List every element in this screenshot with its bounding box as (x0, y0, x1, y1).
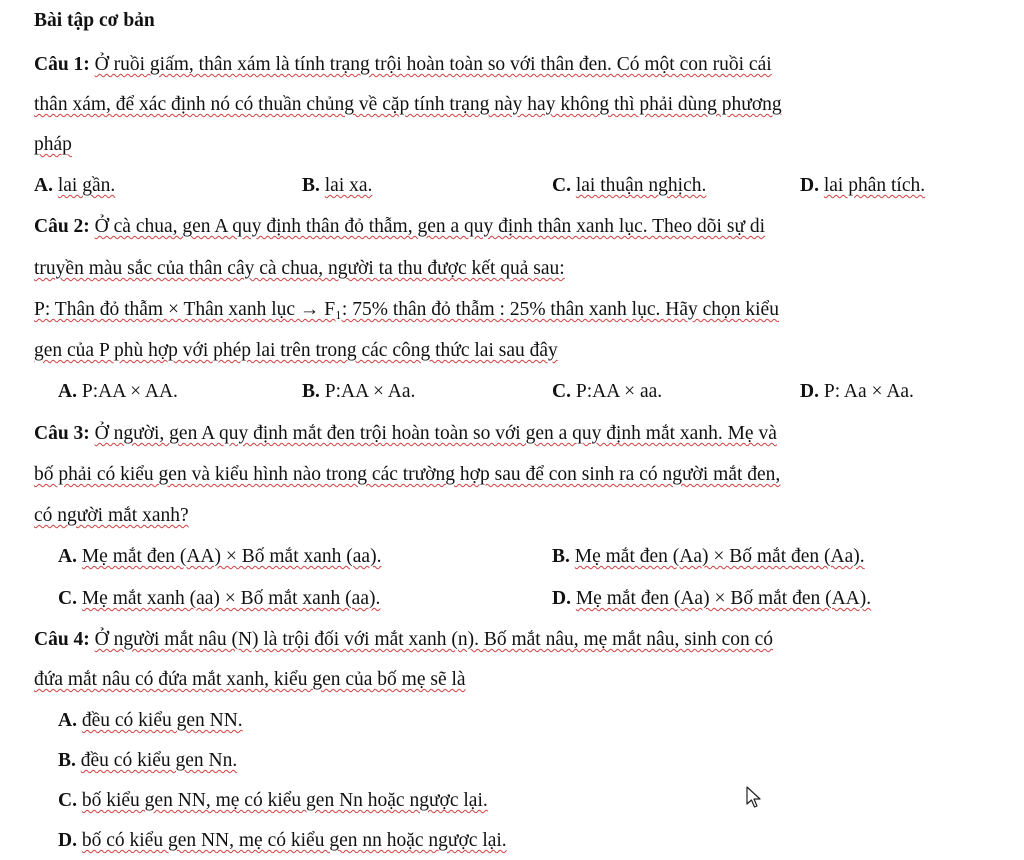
q4-option-b: B. đều có kiểu gen Nn. (58, 750, 238, 771)
question-3-line-2: bố phải có kiểu gen và kiểu hình nào trong các trường hợp sau để con sinh ra có người mắt đen, (34, 464, 781, 485)
q1-option-b: B. lai xa. (302, 175, 373, 196)
q2-option-d: D. P: Aa × Aa. (800, 381, 914, 402)
question-4-line-1 (34, 629, 773, 651)
question-1-line-3: pháp (34, 134, 72, 155)
q3-option-b: B. Mẹ mắt đen (Aa) × Bố mắt đen (Aa). (552, 546, 865, 567)
q3-option-c: C. Mẹ mắt xanh (aa) × Bố mắt xanh (aa). (58, 588, 381, 609)
q1-option-c: C. lai thuận nghịch. (552, 175, 707, 196)
question-1-line-2: thân xám, để xác định nó có thuần chủng về cặp tính trạng này hay không thì phải dùng phương (34, 94, 782, 115)
question-4-line-2: đứa mắt nâu có đứa mắt xanh, kiểu gen của bố mẹ sẽ là (34, 669, 466, 690)
question-1-text: Ở ruồi giấm, thân xám là tính trạng trội hoàn toàn so với thân đen. Có một con ruồi cái (94, 54, 772, 75)
question-3-text: Ở người, gen A quy định mắt đen trội hoàn toàn so với gen a quy định mắt xanh. Mẹ và (94, 423, 777, 444)
mouse-pointer-icon (746, 786, 764, 810)
q2-option-c: C. P:AA × aa. (552, 381, 663, 402)
q4-option-a: A. đều có kiểu gen NN. (58, 710, 243, 731)
question-3-line-3: có người mắt xanh? (34, 505, 189, 526)
q4-option-c: C. bố kiểu gen NN, mẹ có kiểu gen Nn hoặc ngược lại. (58, 790, 488, 811)
question-2-line-3: P: Thân đỏ thẫm × Thân xanh lục → F₁: 75% thân đỏ thẫm : 25% thân xanh lục. Hãy chọn kiểu (34, 299, 779, 320)
question-1-line-1 (34, 54, 772, 76)
question-2-line-4: gen của P phù hợp với phép lai trên trong các công thức lai sau đây (34, 340, 558, 361)
q2-option-b: B. P:AA × Aa. (302, 381, 416, 402)
question-2-line-2: truyền màu sắc của thân cây cà chua, người ta thu được kết quả sau: (34, 258, 565, 279)
question-4-label: Câu 4: (34, 629, 90, 650)
q3-option-d: D. Mẹ mắt đen (Aa) × Bố mắt đen (AA). (552, 588, 872, 609)
question-2-line-1 (34, 216, 765, 238)
q4-option-d: D. bố có kiểu gen NN, mẹ có kiểu gen nn hoặc ngược lại. (58, 830, 507, 851)
q3-option-a: A. Mẹ mắt đen (AA) × Bố mắt xanh (aa). (58, 546, 382, 567)
q2-option-a: A. P:AA × AA. (58, 381, 178, 402)
section-heading: Bài tập cơ bản (34, 10, 155, 31)
q1-option-d: D. lai phân tích. (800, 175, 926, 196)
question-2-label: Câu 2: (34, 216, 90, 237)
q1-option-a: A. lai gần. (34, 175, 116, 196)
question-4-text: Ở người mắt nâu (N) là trội đối với mắt xanh (n). Bố mắt nâu, mẹ mắt nâu, sinh con có (94, 629, 774, 650)
question-1-label: Câu 1: (34, 54, 90, 75)
question-3-line-1 (34, 423, 777, 445)
question-2-text: Ở cà chua, gen A quy định thân đỏ thẫm, gen a quy định thân xanh lục. Theo dõi sự di (94, 216, 766, 237)
question-3-label: Câu 3: (34, 423, 90, 444)
